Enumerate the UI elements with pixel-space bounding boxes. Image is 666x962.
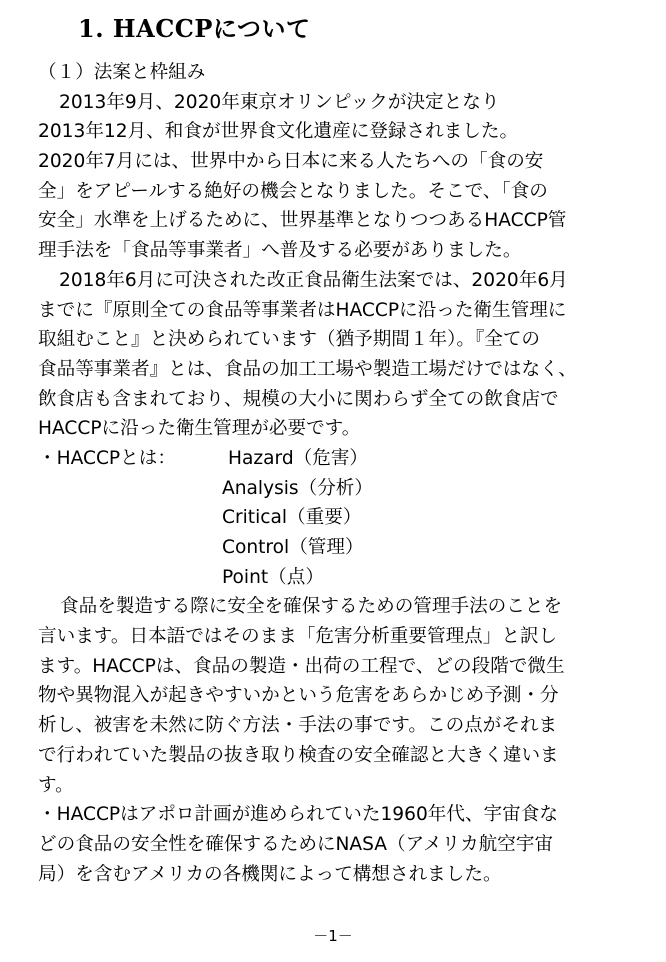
- paragraph-line: どの食品の安全性を確保するためにNASA（アメリカ航空宇宙: [38, 833, 554, 855]
- document-body: [38, 58, 643, 889]
- paragraph-line: で行われていた製品の抜き取り検査の安全確認と大きく違いま: [38, 744, 559, 766]
- paragraph-line: 安全」水準を上げるために、世界基準となりつつあるHACCP管: [38, 210, 567, 232]
- paragraph-line: 物や異物混入が起きやすいかという危害をあらかじめ予測・分: [38, 685, 559, 707]
- section-heading: （１）法案と枠組み: [38, 62, 206, 83]
- paragraph-line: 2013年9月、2020年東京オリンピックが決定となり: [59, 91, 500, 113]
- paragraph-line: 理手法を「食品等事業者」へ普及する必要がありました。: [38, 240, 522, 262]
- paragraph-line: 2013年12月、和食が世界食文化遺産に登録されました。: [38, 121, 519, 143]
- definition-item: Analysis（分析）: [222, 477, 373, 499]
- paragraph-line: 飲食店も含まれており、規模の大小に関わらず全ての飲食店で: [38, 388, 559, 410]
- paragraph-line: ます。HACCPは、食品の製造・出荷の工程で、どの段階で微生: [38, 655, 565, 677]
- definition-item: Point（点）: [222, 566, 324, 588]
- paragraph-line: 2020年7月には、世界中から日本に来る人たちへの「食の安: [38, 151, 544, 173]
- paragraph-line: 析し、被害を未然に防ぐ方法・手法の事です。この点がそれま: [38, 715, 558, 737]
- paragraph-line: 言います。日本語ではそのまま「危害分析重要管理点」と訳し: [38, 626, 558, 648]
- paragraph-line: 食品を製造する際に安全を確保するための管理手法のことを: [60, 596, 563, 618]
- paragraph-line: 全」をアピールする絶好の機会となりました。そこで、「食の: [38, 180, 548, 202]
- page-number: －1－: [313, 927, 353, 945]
- paragraph-line: す。: [38, 774, 74, 796]
- paragraph-line: HACCPに沿った衛生管理が必要です。: [38, 418, 361, 440]
- definition-row: [38, 444, 643, 474]
- paragraph-line: 取組むこと』と決められています（猶予期間１年）。『全ての: [38, 329, 541, 351]
- paragraph-line: 食品等事業者』とは、食品の加工工場や製造工場だけではなく、: [38, 358, 577, 380]
- paragraph-line: ・HACCPはアポロ計画が進められていた1960年代、宇宙食な: [38, 804, 558, 826]
- page-title: 1. HACCPについて: [78, 14, 311, 43]
- paragraph-line: 局）を含むアメリカの各機関によって構想されました。: [38, 863, 502, 885]
- definition-item: Hazard（危害）: [228, 447, 369, 469]
- definition-item: Critical（重要）: [222, 507, 362, 529]
- paragraph-line: 2018年6月に可決された改正食品衛生法案では、2020年6月: [59, 269, 568, 291]
- paragraph-line: までに『原則全ての食品等事業者はHACCPに沿った衛生管理に: [38, 299, 567, 321]
- definition-item: Control（管理）: [222, 537, 364, 558]
- definition-lead: ・HACCPとは：: [38, 447, 176, 469]
